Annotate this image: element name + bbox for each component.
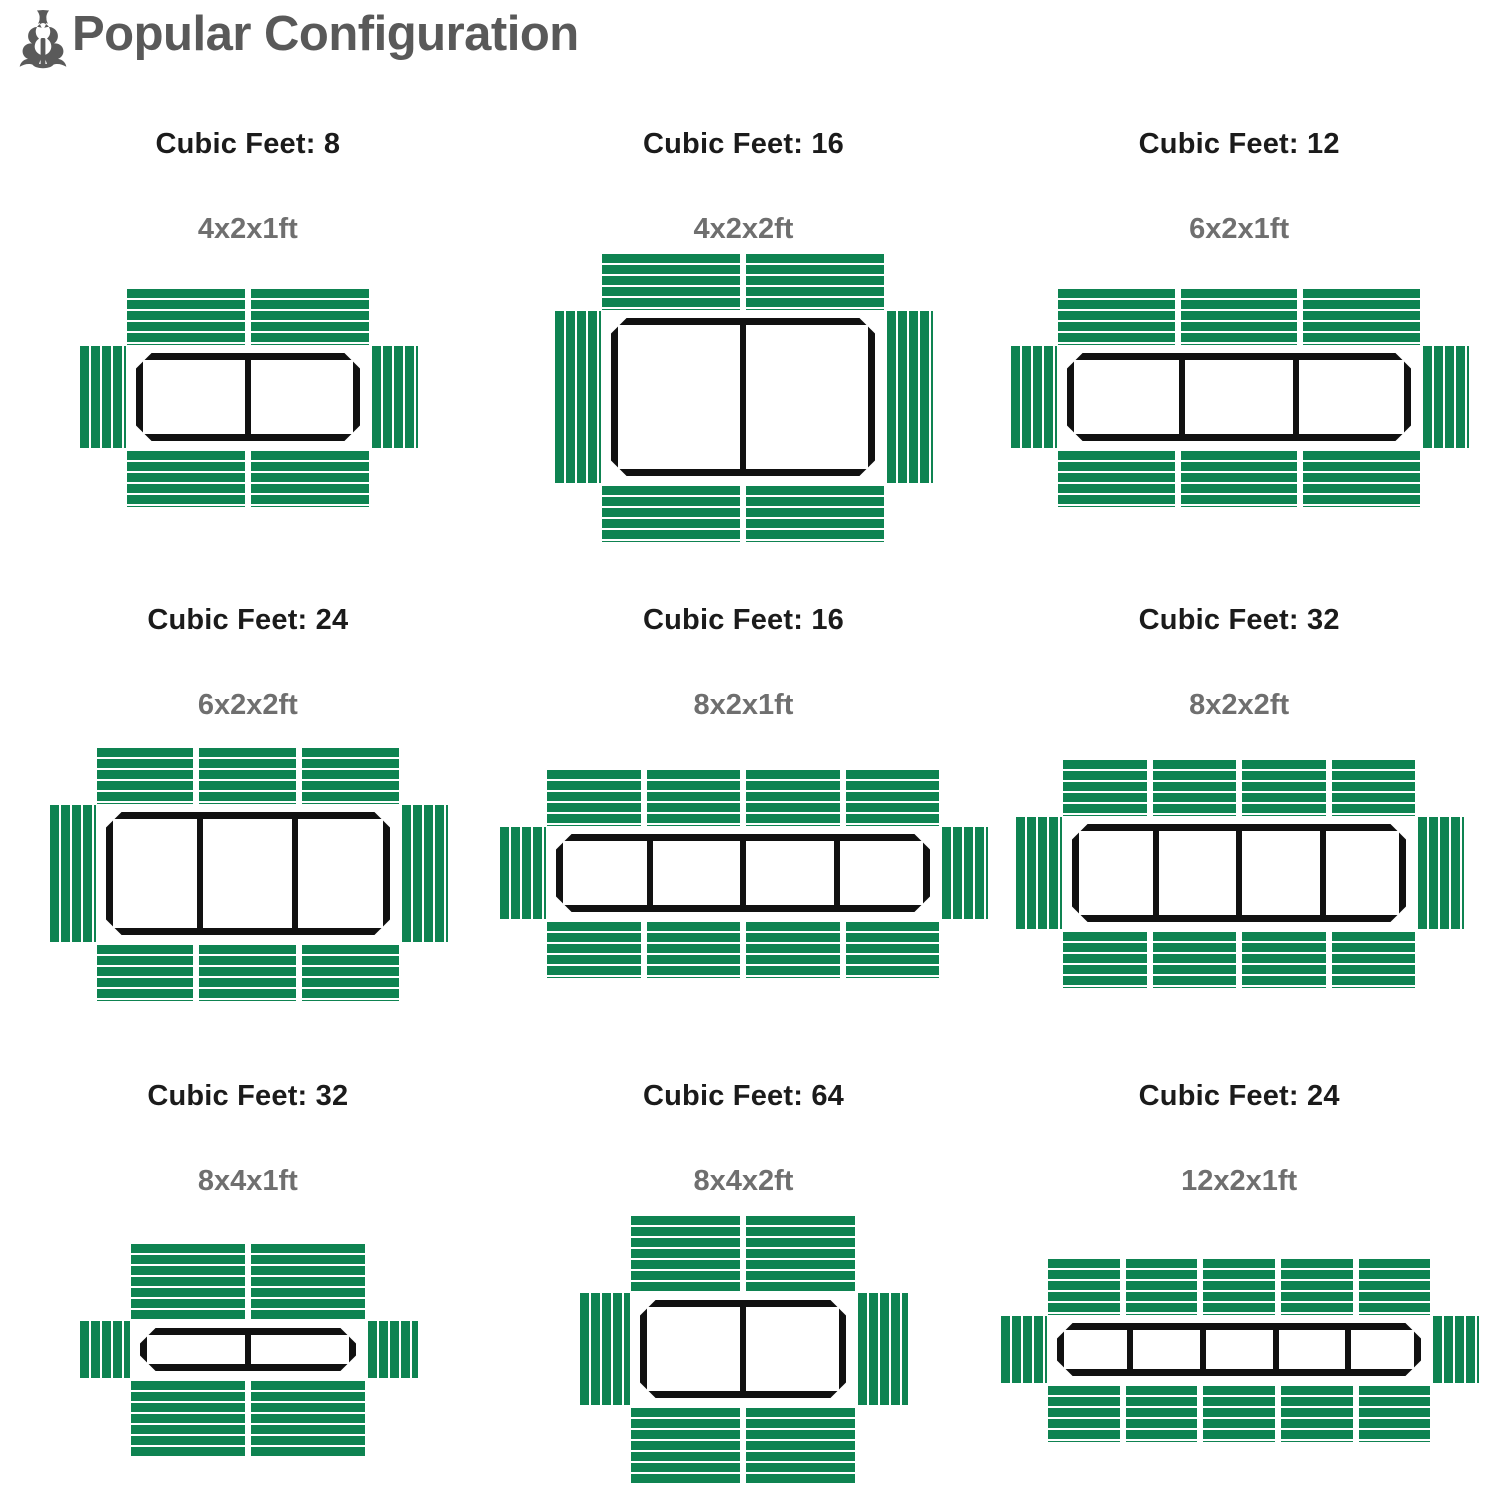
cubic-feet-label: Cubic Feet: 16 — [642, 604, 844, 636]
cushion-panel-right — [366, 1321, 418, 1378]
cushion-panel-left — [999, 1316, 1047, 1383]
dimensions-label: 8x2x1ft — [693, 689, 794, 721]
dimensions-label: 4x2x2ft — [693, 213, 794, 245]
cushion-panel-right — [370, 346, 418, 448]
cushion-panel-bottom — [127, 449, 245, 507]
frame-divider — [1236, 830, 1242, 916]
configuration-card — [496, 72, 992, 548]
cushion-panel-bottom — [302, 943, 399, 1001]
cushion-panel-top — [131, 1242, 245, 1320]
cushion-panel-top — [251, 287, 369, 345]
frame-divider — [1273, 1329, 1279, 1370]
bed-frame — [1067, 353, 1411, 441]
page-title: Popular Configuration — [72, 7, 579, 61]
cushion-panel-top — [746, 1214, 855, 1292]
dimensions-label: 6x2x1ft — [1189, 213, 1290, 245]
diagram-area — [991, 722, 1487, 1024]
cushion-panel-bottom — [251, 449, 369, 507]
cushion-panel-bottom — [1126, 1384, 1198, 1442]
cushion-panel-left — [78, 1321, 130, 1378]
diagram-area — [496, 1198, 992, 1500]
dimensions-label: 12x2x1ft — [1181, 1165, 1298, 1197]
cushion-panel-top — [846, 768, 940, 826]
cushion-panel-left — [498, 827, 546, 919]
diagram-area — [496, 722, 992, 1024]
configuration-diagram — [1009, 287, 1469, 507]
frame-divider — [245, 359, 251, 435]
diagram-area — [991, 1198, 1487, 1500]
configuration-card — [0, 72, 496, 548]
cubic-feet-label: Cubic Feet: 8 — [155, 128, 341, 160]
cushion-panel-left — [78, 346, 126, 448]
frame-divider — [292, 818, 298, 929]
cushion-panel-top — [1126, 1257, 1198, 1315]
cushion-panel-bottom — [1203, 1384, 1275, 1442]
cushion-panel-bottom — [97, 943, 194, 1001]
cushion-panel-bottom — [1181, 449, 1298, 507]
cushion-panel-bottom — [1359, 1384, 1431, 1442]
cushion-panel-left — [1014, 817, 1062, 929]
cubic-feet-label: Cubic Feet: 32 — [1138, 604, 1340, 636]
cushion-panel-right — [1431, 1316, 1479, 1383]
cushion-panel-right — [856, 1293, 908, 1405]
dimensions-label: 8x4x2ft — [693, 1165, 794, 1197]
cushion-panel-top — [746, 768, 840, 826]
configuration-diagram — [498, 768, 988, 978]
cushion-panel-top — [199, 746, 296, 804]
cushion-panel-bottom — [746, 920, 840, 978]
cushion-panel-top — [1359, 1257, 1431, 1315]
cushion-panel-bottom — [1063, 930, 1147, 988]
cushion-panel-top — [251, 1242, 365, 1320]
cushion-panel-right — [400, 805, 448, 942]
cushion-panel-top — [1181, 287, 1298, 345]
cushion-panel-bottom — [1332, 930, 1416, 988]
cushion-panel-right — [885, 311, 933, 483]
frame-divider — [1345, 1329, 1351, 1370]
configuration-card — [991, 548, 1487, 1024]
configuration-diagram — [78, 287, 418, 507]
cushion-panel-top — [1063, 758, 1147, 816]
cubic-feet-label: Cubic Feet: 12 — [1138, 128, 1340, 160]
diagram-area — [0, 722, 496, 1024]
cubic-feet-label: Cubic Feet: 32 — [147, 1080, 349, 1112]
cushion-panel-top — [1303, 287, 1420, 345]
cushion-panel-right — [1416, 817, 1464, 929]
cushion-panel-bottom — [1058, 449, 1175, 507]
cushion-panel-bottom — [1303, 449, 1420, 507]
frame-divider — [1179, 359, 1185, 435]
dimensions-label: 8x2x2ft — [1189, 689, 1290, 721]
cushion-panel-top — [97, 746, 194, 804]
cushion-panel-bottom — [251, 1379, 365, 1457]
cushion-panel-bottom — [1153, 930, 1237, 988]
cushion-panel-top — [1281, 1257, 1353, 1315]
cushion-panel-left — [553, 311, 601, 483]
frame-divider — [740, 840, 746, 906]
cushion-panel-top — [602, 252, 740, 310]
frame-divider — [740, 1306, 746, 1392]
cushion-panel-bottom — [1281, 1384, 1353, 1442]
cushion-panel-top — [647, 768, 741, 826]
cushion-panel-bottom — [602, 484, 740, 542]
cushion-panel-top — [1242, 758, 1326, 816]
cushion-panel-top — [127, 287, 245, 345]
cushion-panel-top — [1058, 287, 1175, 345]
cushion-panel-bottom — [199, 943, 296, 1001]
configuration-diagram — [999, 1257, 1479, 1442]
cushion-panel-bottom — [746, 484, 884, 542]
frame-divider — [1293, 359, 1299, 435]
cushion-panel-bottom — [547, 920, 641, 978]
cubic-feet-label: Cubic Feet: 24 — [1138, 1080, 1340, 1112]
configuration-diagram — [553, 252, 933, 542]
cushion-panel-top — [1153, 758, 1237, 816]
diagram-area — [0, 246, 496, 548]
fleur-de-lis-icon — [14, 8, 72, 70]
cushion-panel-bottom — [131, 1379, 245, 1457]
cushion-panel-left — [1009, 346, 1057, 448]
configuration-card — [991, 1024, 1487, 1500]
cushion-panel-bottom — [1242, 930, 1326, 988]
cushion-panel-left — [48, 805, 96, 942]
configuration-card — [0, 548, 496, 1024]
configuration-card — [0, 1024, 496, 1500]
configuration-card — [991, 72, 1487, 548]
cubic-feet-label: Cubic Feet: 24 — [147, 604, 349, 636]
frame-divider — [647, 840, 653, 906]
configuration-diagram — [48, 746, 448, 1001]
cushion-panel-bottom — [1048, 1384, 1120, 1442]
cushion-panel-right — [1421, 346, 1469, 448]
cushion-panel-top — [746, 252, 884, 310]
bed-frame — [106, 812, 390, 935]
dimensions-label: 8x4x1ft — [197, 1165, 298, 1197]
cushion-panel-top — [302, 746, 399, 804]
cushion-panel-top — [547, 768, 641, 826]
cubic-feet-label: Cubic Feet: 16 — [642, 128, 844, 160]
cushion-panel-top — [1332, 758, 1416, 816]
configuration-diagram — [78, 1242, 418, 1457]
cushion-panel-bottom — [846, 920, 940, 978]
cushion-panel-top — [631, 1214, 740, 1292]
configuration-diagram — [1014, 758, 1464, 988]
frame-divider — [1200, 1329, 1206, 1370]
bed-frame — [1057, 1323, 1421, 1376]
cushion-panel-top — [1048, 1257, 1120, 1315]
frame-divider — [1127, 1329, 1133, 1370]
diagram-area — [991, 246, 1487, 548]
dimensions-label: 4x2x1ft — [197, 213, 298, 245]
cushion-panel-bottom — [746, 1406, 855, 1484]
configuration-grid — [0, 72, 1487, 1500]
page-header — [0, 0, 1487, 72]
frame-divider — [834, 840, 840, 906]
frame-divider — [1153, 830, 1159, 916]
frame-divider — [740, 324, 746, 470]
configuration-card — [496, 1024, 992, 1500]
frame-divider — [197, 818, 203, 929]
configuration-diagram — [578, 1214, 908, 1484]
dimensions-label: 6x2x2ft — [197, 689, 298, 721]
configuration-card — [496, 548, 992, 1024]
cushion-panel-top — [1203, 1257, 1275, 1315]
frame-divider — [1320, 830, 1326, 916]
diagram-area — [496, 246, 992, 548]
frame-divider — [245, 1334, 251, 1365]
diagram-area — [0, 1198, 496, 1500]
cushion-panel-left — [578, 1293, 630, 1405]
cushion-panel-bottom — [631, 1406, 740, 1484]
cubic-feet-label: Cubic Feet: 64 — [642, 1080, 844, 1112]
cushion-panel-right — [940, 827, 988, 919]
cushion-panel-bottom — [647, 920, 741, 978]
